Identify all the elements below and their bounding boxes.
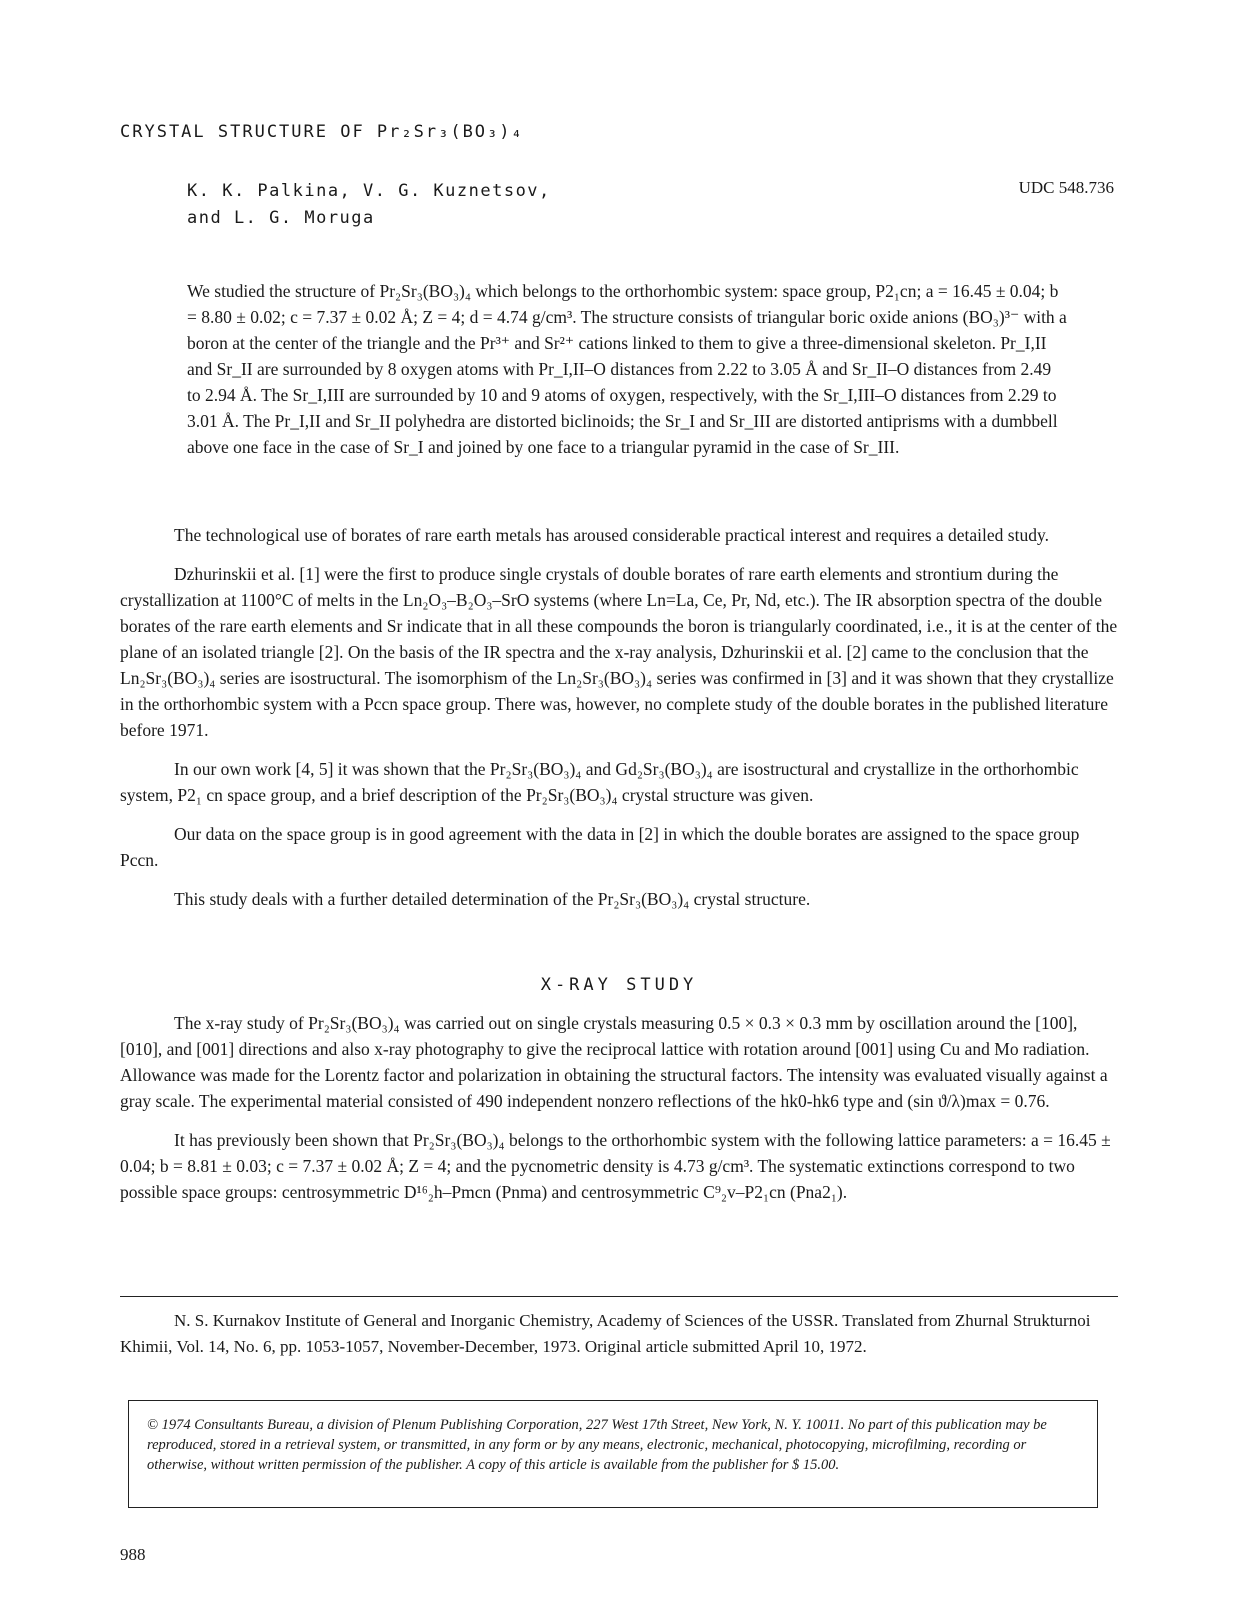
author-list	[187, 178, 551, 232]
section-heading-xray: X-RAY STUDY	[540, 975, 698, 995]
intro-paragraph-3: In our own work [4, 5] it was shown that the Pr₂Sr₃(BO₃)₄ and Gd₂Sr₃(BO₃)₄ are isostructural and crystallize in the orthorhombic system, P2₁ cn space group, and a brief description of the Pr₂Sr₃(BO₃)₄ crystal structure was given.	[120, 759, 1079, 805]
affiliation-footnote: N. S. Kurnakov Institute of General and Inorganic Chemistry, Academy of Sciences of the USSR. Translated from Zhurnal Strukturnoi Khimii, Vol. 14, No. 6, pp. 1053-1057, November-December, 1973. Original article submitted April 10, 1972.	[120, 1311, 1091, 1356]
abstract: We studied the structure of Pr₂Sr₃(BO₃)₄ which belongs to the orthorhombic system: space group, P2₁cn; a = 16.45 ± 0.04; b = 8.80 ± 0.02; c = 7.37 ± 0.02 Å; Z = 4; d = 4.74 g/cm³. The structure consists of triangular boric oxide anions (BO₃)³⁻ with a boron at the center of the triangle and the Pr³⁺ and Sr²⁺ cations linked to them to give a three-dimensional skeleton. Pr_I,II and Sr_II are surrounded by 8 oxygen atoms with Pr_I,II–O distances from 2.22 to 3.05 Å and Sr_II–O distances from 2.49 to 2.94 Å. The Sr_I,III are surrounded by 10 and 9 atoms of oxygen, respectively, with the Sr_I,III–O distances from 2.29 to 3.01 Å. The Pr_I,II and Sr_II polyhedra are distorted biclinoids; the Sr_I and Sr_III are distorted antiprisms with a dumbbell above one face in the case of Sr_I and joined by one face to a triangular pyramid in the case of Sr_III.	[187, 281, 1067, 457]
article-title: CRYSTAL STRUCTURE OF Pr₂Sr₃(BO₃)₄	[120, 122, 524, 142]
udc-code: UDC 548.736	[1018, 178, 1114, 197]
authors-line-2: and L. G. Moruga	[187, 208, 375, 228]
intro-paragraph-2: Dzhurinskii et al. [1] were the first to produce single crystals of double borates of rare earth elements and strontium during the crystallization at 1100°C of melts in the Ln₂O₃–B₂O₃–SrO systems (where Ln=La, Ce, Pr, Nd, etc.). The IR absorption spectra of the double borates of the rare earth elements and Sr indicate that in all these compounds the boron is triangularly coordinated, i.e., it is at the center of the plane of an isolated triangle [2]. On the basis of the IR spectra and the x-ray analysis, Dzhurinskii et al. [2] came to the conclusion that the Ln₂Sr₃(BO₃)₄ series are isostructural. The isomorphism of the Ln₂Sr₃(BO₃)₄ series was confirmed in [3] and it was shown that they crystallize in the orthorhombic system with a Pccn space group. There was, however, no complete study of the double borates in the published literature before 1971.	[120, 564, 1118, 740]
xray-paragraph-2: It has previously been shown that Pr₂Sr₃(BO₃)₄ belongs to the orthorhombic system with the following lattice parameters: a = 16.45 ± 0.04; b = 8.81 ± 0.03; c = 7.37 ± 0.02 Å; Z = 4; and the pycnometric density is 4.73 g/cm³. The systematic extinctions correspond to two possible space groups: centrosymmetric D¹⁶₂h–Pmcn (Pnma) and centrosymmetric C⁹₂v–P2₁cn (Pna2₁).	[120, 1130, 1111, 1202]
intro-paragraph-1: The technological use of borates of rare earth metals has aroused considerable practical interest and requires a detailed study.	[174, 525, 1049, 545]
authors-line-1: K. K. Palkina, V. G. Kuznetsov,	[187, 181, 551, 201]
xray-section	[120, 1010, 1118, 1218]
copyright-notice: © 1974 Consultants Bureau, a division of Plenum Publishing Corporation, 227 West 17th Street, New York, N. Y. 10011. No part of this publication may be reproduced, stored in a retrieval system, or transmitted, in any form or by any means, electronic, mechanical, photocopying, microfilming, recording or otherwise, without written permission of the publisher. A copy of this article is available from the publisher for $ 15.00.	[128, 1400, 1098, 1508]
intro-paragraph-4: Our data on the space group is in good agreement with the data in [2] in which the double borates are assigned to the space group Pccn.	[120, 824, 1080, 870]
xray-paragraph-1: The x-ray study of Pr₂Sr₃(BO₃)₄ was carried out on single crystals measuring 0.5 × 0.3 × 0.3 mm by oscillation around the [100], [010], and [001] directions and also x-ray photography to give the reciprocal lattice with rotation around [001] using Cu and Mo radiation. Allowance was made for the Lorentz factor and polarization in obtaining the structural factors. The intensity was evaluated visually against a gray scale. The experimental material consisted of 490 independent nonzero reflections of the hk0-hk6 type and (sin ϑ/λ)max = 0.76.	[120, 1013, 1108, 1111]
page-number: 988	[120, 1545, 146, 1564]
footnote-divider	[120, 1296, 1118, 1297]
introduction	[120, 522, 1118, 925]
intro-paragraph-5: This study deals with a further detailed determination of the Pr₂Sr₃(BO₃)₄ crystal structure.	[174, 889, 811, 909]
